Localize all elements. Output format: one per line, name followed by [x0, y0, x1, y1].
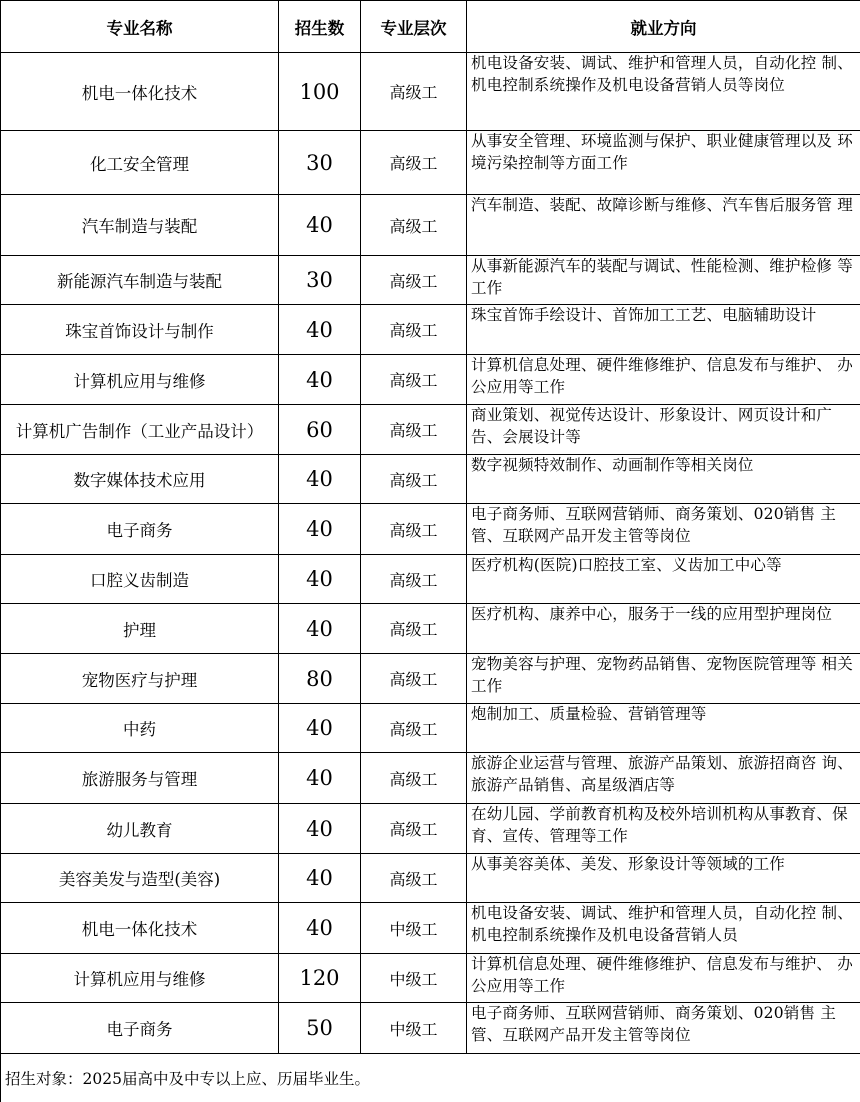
table-row [1, 195, 860, 256]
career-direction-cell: 炮制加工、质量检验、营销管理等 [467, 704, 860, 753]
major-name-cell: 旅游服务与管理 [1, 753, 279, 804]
table-row [1, 1003, 860, 1054]
enrollment-count-cell: 40 [279, 504, 361, 555]
enrollment-count-cell: 40 [279, 305, 361, 355]
level-cell: 高级工 [361, 604, 467, 654]
enrollment-count-cell: 30 [279, 256, 361, 305]
table-row [1, 256, 860, 305]
career-direction-cell: 商业策划、视觉传达设计、形象设计、网页设计和广 告、会展设计等 [467, 405, 860, 455]
level-cell: 高级工 [361, 654, 467, 704]
level-cell: 高级工 [361, 804, 467, 854]
career-direction-cell: 旅游企业运营与管理、旅游产品策划、旅游招商咨 询、旅游产品销售、高星级酒店等 [467, 753, 860, 804]
major-name-cell: 幼儿教育 [1, 804, 279, 854]
major-name-cell: 珠宝首饰设计与制作 [1, 305, 279, 355]
major-name-cell: 机电一体化技术 [1, 903, 279, 954]
level-cell: 中级工 [361, 1003, 467, 1054]
major-name-cell: 计算机应用与维修 [1, 355, 279, 405]
level-cell: 中级工 [361, 954, 467, 1003]
enrollment-count-cell: 40 [279, 704, 361, 753]
header-career-direction: 就业方向 [467, 1, 860, 53]
career-direction-cell: 在幼儿园、学前教育机构及校外培训机构从事教育、保育、宣传、管理等工作 [467, 804, 860, 854]
major-name-cell: 宠物医疗与护理 [1, 654, 279, 704]
table-row [1, 504, 860, 555]
level-cell: 高级工 [361, 305, 467, 355]
table-row [1, 53, 860, 131]
level-cell: 高级工 [361, 256, 467, 305]
header-level: 专业层次 [361, 1, 467, 53]
career-direction-cell: 机电设备安装、调试、维护和管理人员，自动化控 制、机电控制系统操作及机电设备营销人员等岗位 [467, 53, 860, 131]
major-name-cell: 美容美发与造型(美容) [1, 854, 279, 903]
major-name-cell: 汽车制造与装配 [1, 195, 279, 256]
enrollment-count-cell: 60 [279, 405, 361, 455]
footer-row [1, 1054, 860, 1102]
career-direction-cell: 宠物美容与护理、宠物药品销售、宠物医院管理等 相关工作 [467, 654, 860, 704]
level-cell: 高级工 [361, 405, 467, 455]
career-direction-cell: 珠宝首饰手绘设计、首饰加工工艺、电脑辅助设计 [467, 305, 860, 355]
level-cell: 高级工 [361, 195, 467, 256]
major-name-cell: 中药 [1, 704, 279, 753]
table-row [1, 131, 860, 195]
header-enrollment-count: 招生数 [279, 1, 361, 53]
major-name-cell: 化工安全管理 [1, 131, 279, 195]
table-row [1, 954, 860, 1003]
major-name-cell: 数字媒体技术应用 [1, 455, 279, 504]
major-name-cell: 护理 [1, 604, 279, 654]
table-row [1, 604, 860, 654]
level-cell: 高级工 [361, 555, 467, 604]
level-cell: 高级工 [361, 753, 467, 804]
enrollment-count-cell: 50 [279, 1003, 361, 1054]
table-header-row [1, 1, 860, 53]
level-cell: 高级工 [361, 455, 467, 504]
career-direction-cell: 从事美容美体、美发、形象设计等领域的工作 [467, 854, 860, 903]
career-direction-cell: 电子商务师、互联网营销师、商务策划、020销售 主管、互联网产品开发主管等岗位 [467, 1003, 860, 1054]
level-cell: 中级工 [361, 903, 467, 954]
career-direction-cell: 机电设备安装、调试、维护和管理人员，自动化控 制、机电控制系统操作及机电设备营销人员 [467, 903, 860, 954]
table-row [1, 455, 860, 504]
major-name-cell: 计算机应用与维修 [1, 954, 279, 1003]
enrollment-count-cell: 40 [279, 355, 361, 405]
header-major-name: 专业名称 [1, 1, 279, 53]
enrollment-count-cell: 40 [279, 555, 361, 604]
enrollment-count-cell: 40 [279, 604, 361, 654]
level-cell: 高级工 [361, 53, 467, 131]
enrollment-count-cell: 40 [279, 903, 361, 954]
career-direction-cell: 从事安全管理、环境监测与保护、职业健康管理以及 环境污染控制等方面工作 [467, 131, 860, 195]
level-cell: 高级工 [361, 355, 467, 405]
table-row [1, 555, 860, 604]
table-row [1, 305, 860, 355]
career-direction-cell: 计算机信息处理、硬件维修维护、信息发布与维护、 办公应用等工作 [467, 355, 860, 405]
level-cell: 高级工 [361, 131, 467, 195]
career-direction-cell: 电子商务师、互联网营销师、商务策划、020销售 主管、互联网产品开发主管等岗位 [467, 504, 860, 555]
career-direction-cell: 从事新能源汽车的装配与调试、性能检测、维护检修 等工作 [467, 256, 860, 305]
table-row [1, 405, 860, 455]
table-row [1, 654, 860, 704]
major-name-cell: 口腔义齿制造 [1, 555, 279, 604]
enrollment-target-note: 招生对象：2025届高中及中专以上应、历届毕业生。 [1, 1054, 860, 1102]
career-direction-cell: 数字视频特效制作、动画制作等相关岗位 [467, 455, 860, 504]
major-name-cell: 电子商务 [1, 504, 279, 555]
level-cell: 高级工 [361, 704, 467, 753]
enrollment-count-cell: 80 [279, 654, 361, 704]
enrollment-count-cell: 100 [279, 53, 361, 131]
major-name-cell: 电子商务 [1, 1003, 279, 1054]
major-name-cell: 新能源汽车制造与装配 [1, 256, 279, 305]
career-direction-cell: 汽车制造、装配、故障诊断与维修、汽车售后服务管 理 [467, 195, 860, 256]
major-name-cell: 计算机广告制作（工业产品设计） [1, 405, 279, 455]
career-direction-cell: 计算机信息处理、硬件维修维护、信息发布与维护、 办公应用等工作 [467, 954, 860, 1003]
career-direction-cell: 医疗机构(医院)口腔技工室、义齿加工中心等 [467, 555, 860, 604]
major-name-cell: 机电一体化技术 [1, 53, 279, 131]
enrollment-count-cell: 40 [279, 804, 361, 854]
table-body [1, 53, 860, 1054]
level-cell: 高级工 [361, 504, 467, 555]
enrollment-count-cell: 40 [279, 455, 361, 504]
table-row [1, 753, 860, 804]
table-row [1, 704, 860, 753]
table-row [1, 854, 860, 903]
table-row [1, 903, 860, 954]
enrollment-count-cell: 40 [279, 753, 361, 804]
table-row [1, 804, 860, 854]
enrollment-count-cell: 40 [279, 854, 361, 903]
enrollment-count-cell: 120 [279, 954, 361, 1003]
level-cell: 高级工 [361, 854, 467, 903]
career-direction-cell: 医疗机构、康养中心，服务于一线的应用型护理岗位 [467, 604, 860, 654]
enrollment-count-cell: 40 [279, 195, 361, 256]
table-row [1, 355, 860, 405]
enrollment-count-cell: 30 [279, 131, 361, 195]
